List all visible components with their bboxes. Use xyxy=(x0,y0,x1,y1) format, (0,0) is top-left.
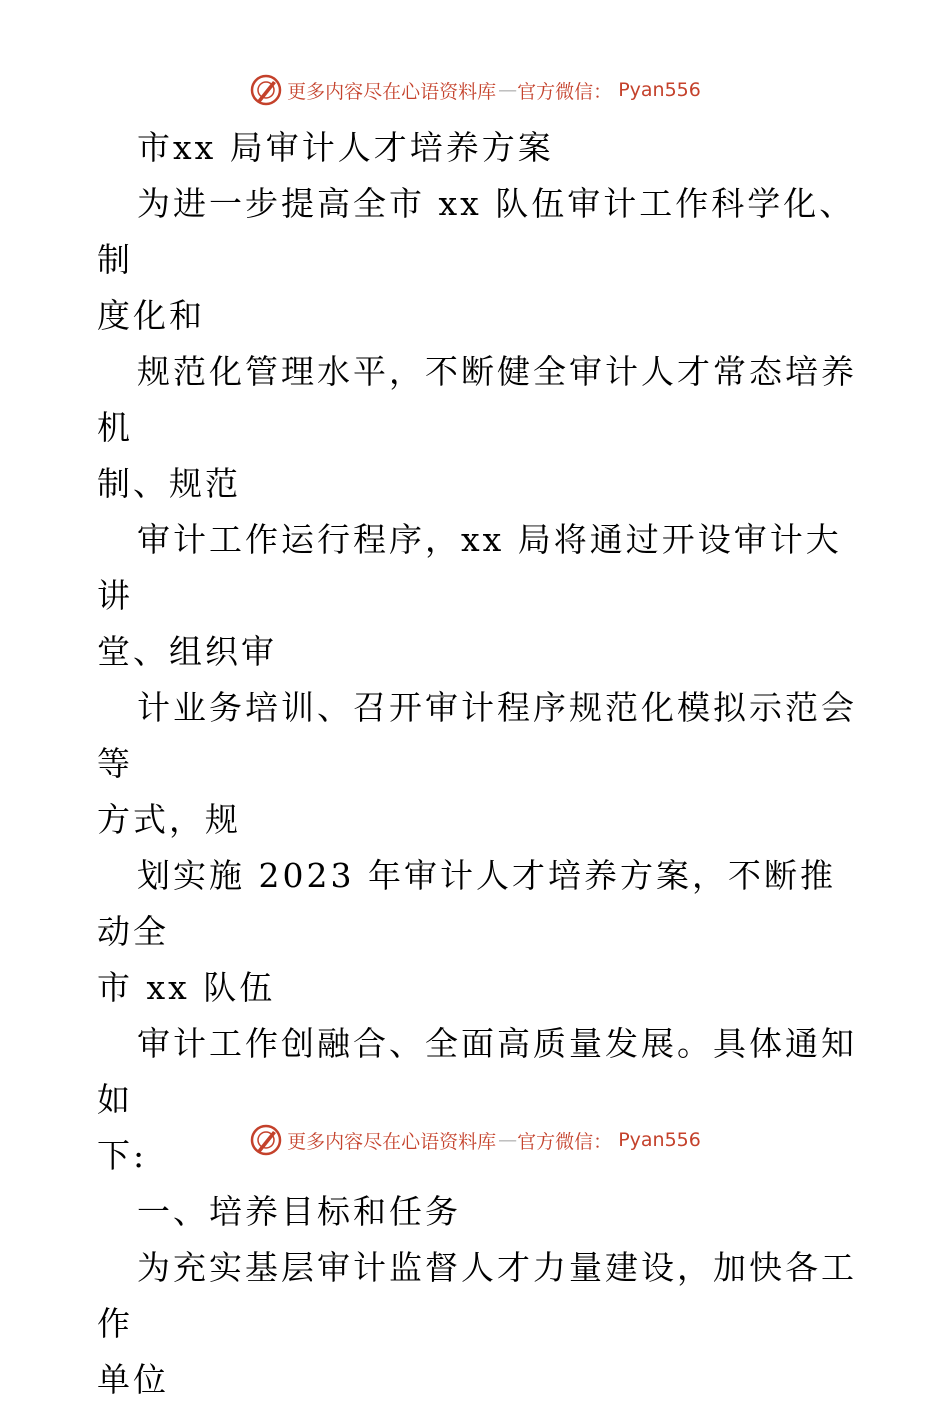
watermark-wechat-id: Pyan556 xyxy=(618,1129,701,1151)
footer-watermark xyxy=(0,1118,950,1162)
paragraph-line: 为进一步提高全市 xx 队伍审计工作科学化、制 xyxy=(97,184,856,279)
header-watermark xyxy=(0,68,950,112)
paragraph-line: 划实施 2023 年审计人才培养方案，不断推动全 xyxy=(97,856,836,951)
paragraph-5 xyxy=(97,848,857,1016)
watermark-separator: — xyxy=(498,1129,516,1151)
paragraph-4 xyxy=(97,680,857,848)
watermark-official-label: 官方微信 xyxy=(517,80,594,103)
paragraph-line-wrap: 市 xx 队伍 xyxy=(97,968,276,1007)
paragraph-line-wrap: 度化和 xyxy=(97,296,205,335)
watermark-colon: ： xyxy=(593,1130,613,1153)
paragraph-line-wrap: 堂、组织审 xyxy=(97,632,277,671)
quill-seal-icon xyxy=(249,1123,283,1157)
paragraph-line-wrap: 单位 xyxy=(97,1360,169,1399)
paragraph-line-wrap: 方式，规 xyxy=(97,800,241,839)
document-body xyxy=(97,120,857,1408)
quill-seal-icon xyxy=(249,73,283,107)
watermark-separator: — xyxy=(498,79,516,101)
paragraph-line: 审计工作创融合、全面高质量发展。具体通知如 xyxy=(97,1024,857,1119)
paragraph-2 xyxy=(97,344,857,512)
paragraph-7 xyxy=(97,1240,857,1408)
watermark-colon: ： xyxy=(593,80,613,103)
watermark-wechat-id: Pyan556 xyxy=(618,79,701,101)
paragraph-1 xyxy=(97,176,857,344)
paragraph-line: 规范化管理水平，不断健全审计人才常态培养机 xyxy=(97,352,857,447)
paragraph-line-wrap: 制、规范 xyxy=(97,464,241,503)
paragraph-3 xyxy=(97,512,857,680)
watermark-text: 更多内容尽在心语资料库 xyxy=(287,80,497,103)
watermark-official-label: 官方微信 xyxy=(517,1130,594,1153)
watermark-text: 更多内容尽在心语资料库 xyxy=(287,1130,497,1153)
paragraph-line-wrap: 下: xyxy=(97,1136,148,1175)
section-heading: 一、培养目标和任务 xyxy=(137,1192,461,1231)
paragraph-line: 审计工作运行程序，xx 局将通过开设审计大讲 xyxy=(97,520,842,615)
paragraph-line: 为充实基层审计监督人才力量建设，加快各工作 xyxy=(97,1248,857,1343)
document-title: 市xx 局审计人才培养方案 xyxy=(137,128,554,167)
paragraph-line: 计业务培训、召开审计程序规范化模拟示范会等 xyxy=(97,688,857,783)
